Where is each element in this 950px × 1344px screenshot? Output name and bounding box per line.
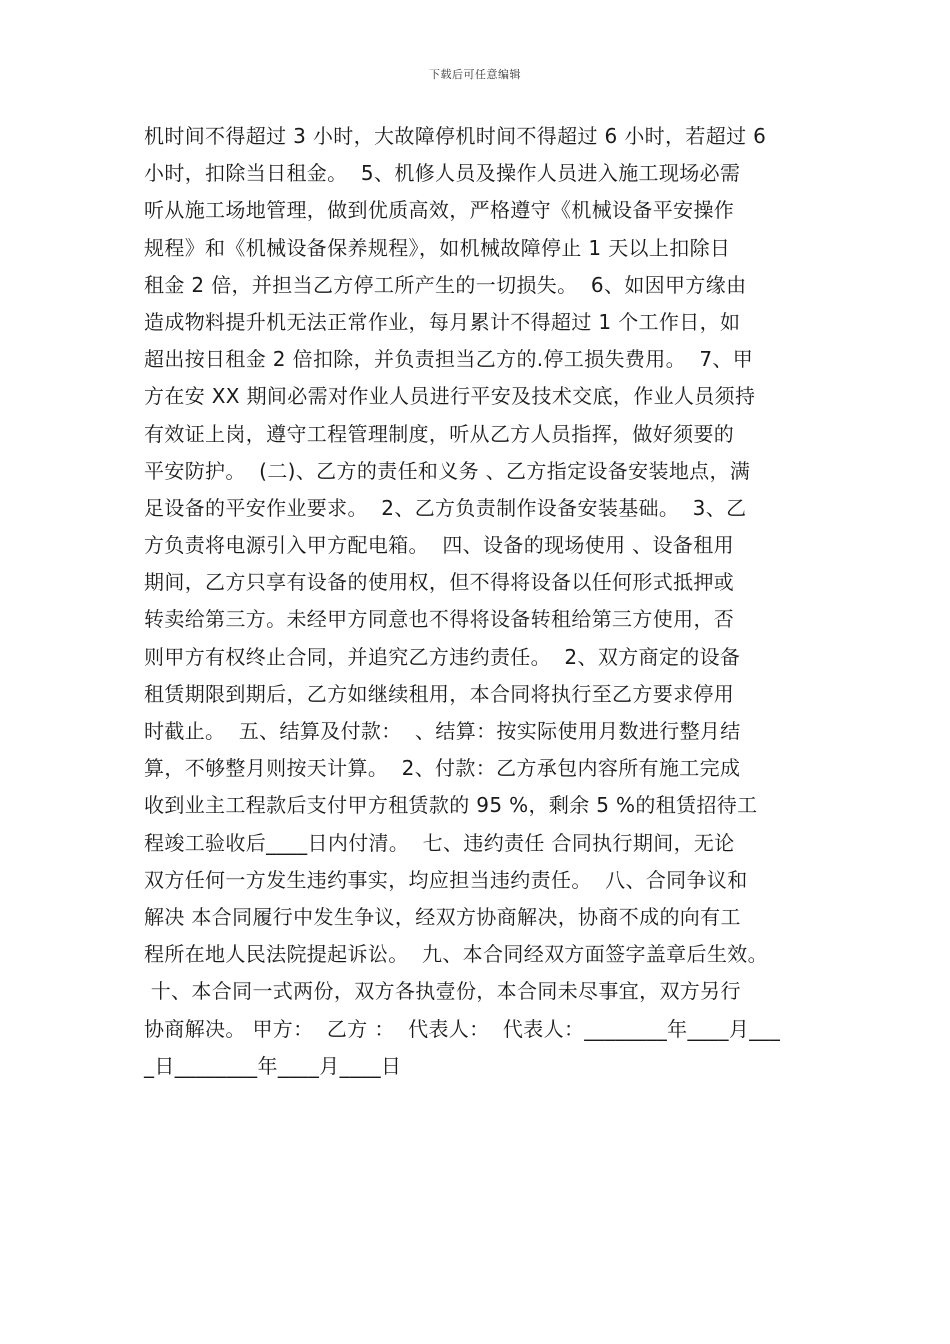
text-line: 平安防护。 (二)、乙方的责任和义务 、乙方指定设备安装地点，满 — [144, 458, 751, 483]
text-line: 听从施工场地管理，做到优质高效，严格遵守《机械设备平安操作 — [144, 198, 735, 223]
text-line: 程竣工验收后____日内付清。 七、违约责任 合同执行期间，无论 — [144, 830, 735, 855]
text-line: 造成物料提升机无法正常作业，每月累计不得超过 1 个工作日，如 — [144, 309, 741, 334]
text-line: 有效证上岗，遵守工程管理制度，听从乙方人员指挥，做好须要的 — [144, 421, 735, 446]
text-line: 租赁期限到期后，乙方如继续租用，本合同将执行至乙方要求停用 — [144, 681, 735, 706]
text-line: 足设备的平安作业要求。 2、乙方负责制作设备安装基础。 3、乙 — [144, 495, 747, 520]
text-line: 则甲方有权终止合同，并追究乙方违约责任。 2、双方商定的设备 — [144, 644, 741, 669]
text-line: 租金 2 倍，并担当乙方停工所产生的一切损失。 6、如因甲方缘由 — [144, 272, 747, 297]
text-line: _日________年____月____日 — [144, 1053, 402, 1078]
text-line: 时截止。 五、结算及付款： 、结算：按实际使用月数进行整月结 — [144, 719, 741, 743]
text-line: 超出按日租金 2 倍扣除，并负责担当乙方的.停工损失费用。 7、甲 — [144, 347, 754, 372]
text-line: 解决 本合同履行中发生争议，经双方协商解决，协商不成的向有工 — [144, 904, 741, 929]
header-note: 下载后可任意编辑 — [429, 68, 521, 81]
text-line: 转卖给第三方。未经甲方同意也不得将设备转租给第三方使用，否 — [144, 607, 735, 632]
text-line: 十、本合同一式两份，双方各执壹份，本合同未尽事宜，双方另行 — [144, 979, 741, 1004]
text-line: 方负责将电源引入甲方配电箱。 四、设备的现场使用 、设备租用 — [144, 533, 734, 558]
text-line: 双方任何一方发生违约事实，均应担当违约责任。 八、合同争议和 — [144, 867, 748, 892]
text-line: 期间，乙方只享有设备的使用权，但不得将设备以任何形式抵押或 — [144, 570, 735, 595]
text-line: 小时，扣除当日租金。 5、机修人员及操作人员进入施工现场必需 — [144, 161, 741, 186]
text-line: 规程》和《机械设备保养规程》，如机械故障停止 1 天以上扣除日 — [144, 235, 731, 260]
text-line: 收到业主工程款后支付甲方租赁款的 95 %，剩余 5 %的租赁招待工 — [144, 793, 758, 818]
text-line: 程所在地人民法院提起诉讼。 九、本合同经双方面签字盖章后生效。 — [144, 942, 768, 967]
text-line: 算，不够整月则按天计算。 2、付款：乙方承包内容所有施工完成 — [144, 756, 741, 781]
text-line: 协商解决。 甲方： 乙方 ： 代表人： 代表人：________年____月___ — [144, 1016, 781, 1041]
text-line: 机时间不得超过 3 小时，大故障停机时间不得超过 6 小时，若超过 6 — [144, 124, 767, 148]
contract-body — [144, 118, 824, 1085]
text-line: 方在安 XX 期间必需对作业人员进行平安及技术交底，作业人员须持 — [144, 384, 756, 409]
